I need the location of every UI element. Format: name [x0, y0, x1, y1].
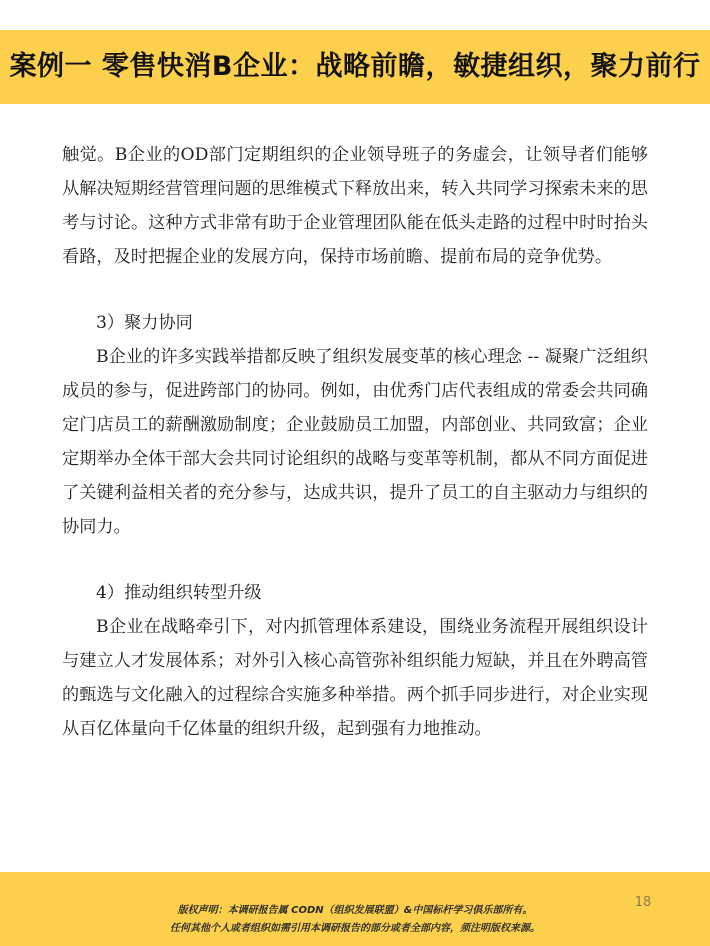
page-title: 案例一 零售快消B企业：战略前瞻，敏捷组织，聚力前行	[9, 51, 701, 82]
document-body	[62, 138, 648, 746]
copyright-line-2: 任何其他个人或者组织如需引用本调研报告的部分或者全部内容，须注明版权来源。	[170, 923, 540, 934]
section-paragraph-3: B企业的许多实践举措都反映了组织发展变革的核心理念 -- 凝聚广泛组织成员的参与，促进跨部门的协同。例如，由优秀门店代表组成的常委会共同确定门店员工的薪酬激励制度；企业鼓励员工加盟，内部创业、共同致富；企业定期举办全体干部大会共同讨论组织的战略与变革等机制，都从不同方面促进了关键利益相关者的充分参与，达成共识，提升了员工的自主驱动力与组织的协同力。	[62, 347, 648, 537]
footer-band	[0, 872, 710, 946]
section-paragraph-4: B企业在战略牵引下，对内抓管理体系建设，围绕业务流程开展组织设计与建立人才发展体系；对外引入核心高管弥补组织能力短缺，并且在外聘高管的甄选与文化融入的过程综合实施多种举措。两个抓手同步进行，对企业实现从百亿体量向千亿体量的组织升级，起到强有力地推动。	[62, 617, 648, 739]
copyright-line-1: 版权声明：本调研报告属 CODN（组织发展联盟）&中国标杆学习俱乐部所有。	[177, 905, 533, 916]
section-heading-3: 3）聚力协同	[96, 313, 193, 333]
header-band	[0, 30, 710, 104]
top-margin	[0, 0, 710, 26]
intro-paragraph: 触觉。B企业的OD部门定期组织的企业领导班子的务虚会，让领导者们能够从解决短期经营管理问题的思维模式下释放出来，转入共同学习探索未来的思考与讨论。这种方式非常有助于企业管理团队能在低头走路的过程中时时抬头看路，及时把握企业的发展方向，保持市场前瞻、提前布局的竞争优势。	[62, 145, 648, 267]
page-number: 18	[634, 895, 652, 910]
spacer	[62, 274, 648, 306]
spacer	[62, 544, 648, 576]
section-heading-4: 4）推动组织转型升级	[96, 583, 262, 603]
